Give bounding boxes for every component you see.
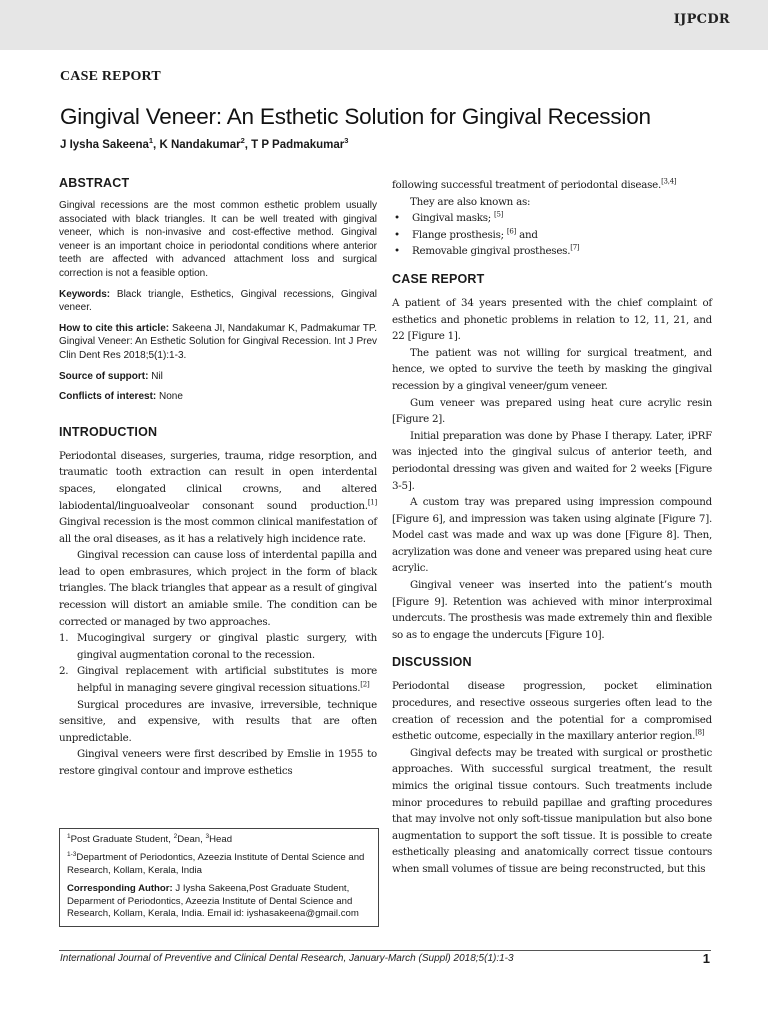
keywords-text: Black triangle, Esthetics, Gingival recessions, Gingival veneer. — [59, 288, 377, 314]
corr-label: Corresponding Author: — [67, 883, 173, 895]
case-paragraph-6: Gingival veneer was inserted into the patient’s mouth [Figure 9]. Retention was achieved with minor interproximal undercuts. The prosthesis was made extremely thin and flexible so as to engage the undercuts [Figure 10]. — [392, 579, 712, 641]
bullet-icon: • — [394, 228, 400, 241]
list-text: Mucogingival surgery or gingival plastic surgery, with gingival augmentation coronal to the recession. — [77, 632, 377, 661]
continuation-text: following successful treatment of periodontal disease. — [392, 179, 662, 191]
page-number: 1 — [702, 951, 710, 966]
discussion-paragraph-1 — [392, 678, 712, 744]
list-ref: [7] — [570, 243, 580, 252]
discussion-p1-ref: [8] — [695, 728, 705, 737]
case-paragraph-4: Initial preparation was done by Phase I therapy. Later, iPRF was injected into the gingival sulcus of anterior teeth, and periodontal dressing was given and waited for 2 weeks [Figure 3-5]. — [392, 429, 712, 492]
list-text: Gingival replacement with artificial substitutes is more helpful in managing severe gingival recession situations. — [77, 665, 377, 695]
list-text: Removable gingival prostheses. — [412, 245, 571, 258]
article-title: Gingival Veneer: An Esthetic Solution for Gingival Recession — [60, 104, 651, 129]
intro-p1-text: Periodontal diseases, surgeries, trauma, ridge resorption, and traumatic tooth extraction can result in open interdental spaces, elongated clinical crowns, and altered labiodental/linguoalveolar consonant sound production. — [59, 449, 377, 512]
author-separator: , — [244, 139, 252, 151]
list-item — [59, 630, 377, 663]
case-paragraph-2: The patient was not willing for surgical treatment, and hence, we opted to survive the teeth by masking the gingival recession by a gingival veneer/gum veneer. — [392, 346, 712, 392]
intro-paragraph-3: Surgical procedures are invasive, irreversible, technique sensitive, and expensive, with results that are often unpredictable. — [59, 698, 377, 744]
list-text: Flange prosthesis; — [412, 228, 504, 241]
case-paragraph-1: A patient of 34 years presented with the chief complaint of esthetics and phonetic problems in relation to 12, 11, 21, and 22 [Figure 1]. — [392, 296, 712, 343]
keywords — [59, 288, 377, 315]
department — [67, 852, 371, 877]
author-affiliation-sup: 2 — [240, 136, 245, 146]
author-roles — [67, 834, 371, 846]
intro-paragraph-1 — [59, 448, 377, 548]
known-as-list — [392, 210, 712, 260]
list-number: 1. — [59, 632, 69, 645]
list-item — [392, 243, 712, 260]
author-affiliation-sup: 3 — [344, 136, 349, 146]
role-text: Head — [209, 834, 233, 845]
dept-sup: 1-3 — [67, 851, 77, 859]
approaches-list — [59, 630, 377, 696]
abstract-heading: ABSTRACT — [59, 176, 130, 190]
author-name: K Nandakumar — [159, 139, 241, 151]
dept-text: Department of Periodontics, Azeezia Institute of Dental Science and Research, Kollam, Kerala, India — [67, 852, 365, 876]
list-ref: [2] — [360, 680, 370, 689]
journal-citation: International Journal of Preventive and Clinical Dental Research, January-March (Suppl) 2018;5(1):1-3 — [60, 953, 514, 964]
corresponding-author — [67, 883, 371, 920]
left-column — [59, 176, 377, 780]
discussion-paragraph-2: Gingival defects may be treated with surgical or prosthetic approaches. With successful surgical treatment, the result mimics the original tissue contours. Such treatments include minor procedures to rebuild papillae and grafting procedures that may involve not only soft-tissue manipulation but also bone augmentation to support the soft tissue. It is possible to create esthetically pleasing and anatomically correct tissue contours when small volumes of tissue are being reconstructed, but this — [392, 746, 712, 875]
how-to-cite — [59, 322, 377, 363]
cite-label: How to cite this article: — [59, 322, 170, 334]
cite-text: Sakeena JI, Nandakumar K, Padmakumar TP. Gingival Veneer: An Esthetic Solution for Gingival Recession. Int J Prev Clin Dent Res 2018;5(1):1-3. — [59, 322, 377, 361]
keywords-label: Keywords: — [59, 288, 111, 300]
role-sup: 3 — [205, 832, 210, 840]
conflicts-text: None — [156, 391, 183, 403]
intro-paragraph-4: Gingival veneers were first described by Emslie in 1955 to restore gingival contour and improve esthetics — [59, 748, 377, 777]
list-item — [392, 210, 712, 227]
case-paragraph-5: A custom tray was prepared using impression compound [Figure 6], and impression was taken using alginate [Figure 7]. Model cast was made and wax up was done [Figure 8]. Then, acrylization was done and veneer was prepared using heat cure acrylic. — [392, 496, 712, 575]
bullet-icon: • — [394, 212, 400, 225]
top-banner — [0, 0, 768, 50]
author-name: T P Padmakumar — [251, 139, 345, 151]
list-ref: [6] — [506, 227, 517, 236]
conflicts-label: Conflicts of interest: — [59, 391, 157, 403]
list-ref: [5] — [494, 210, 504, 219]
author-affiliation-sup: 1 — [148, 136, 154, 146]
source-of-support — [59, 370, 377, 384]
support-text: Nil — [148, 370, 163, 382]
role-text: Dean, — [177, 834, 206, 845]
known-as-line: They are also known as: — [410, 195, 531, 208]
support-label: Source of support: — [59, 370, 149, 382]
list-item — [392, 227, 712, 244]
article-type-label: CASE REPORT — [60, 69, 161, 84]
journal-abbreviation: IJPCDR — [673, 12, 730, 27]
continuation-ref: [3,4] — [661, 177, 677, 186]
list-item — [59, 663, 377, 696]
discussion-p1-text: Periodontal disease progression, pocket elimination procedures, and resective osseous surgeries often lead to the creation of recession and the potential for a compromised esthetic outcome, especially in the maxillary anterior region. — [392, 680, 712, 743]
intro-continuation — [392, 177, 712, 194]
author-separator: , — [153, 139, 160, 151]
intro-p1-ref: [1] — [367, 498, 377, 507]
right-column — [392, 177, 712, 878]
role-sup: 1 — [67, 832, 71, 840]
case-report-heading: CASE REPORT — [392, 271, 485, 286]
bullet-icon: • — [394, 245, 400, 258]
intro-p1-tail: Gingival recession is the most common clinical manifestation of all the oral diseases, as it has a relatively high incidence rate. — [59, 516, 377, 545]
author-list — [60, 136, 349, 151]
affiliation-box — [59, 828, 379, 927]
corr-text: J Iysha Sakeena,Post Graduate Student, Deparment of Periodontics, Azeezia Institute of Dental Science and Research, Kollam, Kerala, India. Email id: iyshasakeena@gmail.com — [67, 883, 359, 920]
author-name: J Iysha Sakeena — [60, 139, 149, 151]
role-text: Post Graduate Student, — [70, 834, 174, 845]
conflicts-of-interest — [59, 390, 377, 404]
case-paragraph-3: Gum veneer was prepared using heat cure acrylic resin [Figure 2]. — [392, 396, 712, 426]
list-number: 2. — [59, 665, 69, 678]
introduction-heading: INTRODUCTION — [59, 424, 158, 439]
discussion-heading: DISCUSSION — [392, 655, 472, 670]
role-sup: 2 — [173, 832, 178, 840]
list-text: Gingival masks; — [412, 212, 491, 225]
abstract-body: Gingival recessions are the most common esthetic problem usually associated with black triangles. It can be well treated with gingival veneer, which is non-invasive and cost-effective method. Gingival veneer is an important choice in periodontal conditions where anterior teeth are affected with advanced attachment loss and surgical correction is not a feasible option. — [59, 200, 377, 279]
footer-divider — [59, 950, 711, 951]
intro-paragraph-2: Gingival recession can cause loss of interdental papilla and lead to open embrasures, which project in the form of black triangles. The black triangles that appear as a result of gingival recession will distort an amiable smile. The condition can be corrected or managed by two approaches. — [59, 549, 377, 628]
list-tail: and — [516, 228, 538, 241]
